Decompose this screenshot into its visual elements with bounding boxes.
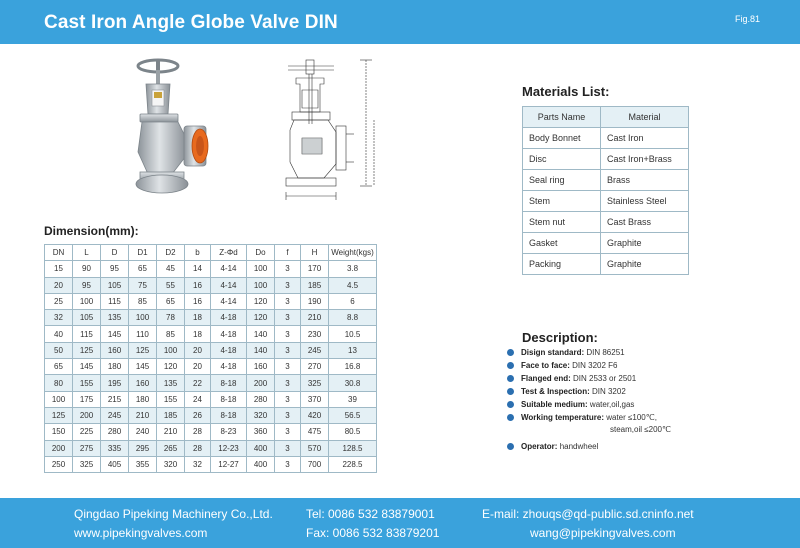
table-cell: 4-14 (211, 261, 247, 277)
table-cell: 160 (101, 342, 129, 358)
table-cell: 10.5 (329, 326, 377, 342)
table-cell: 145 (129, 359, 157, 375)
table-cell: 3 (275, 391, 301, 407)
footer-email-2[interactable]: wang@pipekingvalves.com (530, 526, 676, 540)
table-row (45, 310, 377, 326)
table-cell: 200 (45, 440, 73, 456)
table-row (523, 212, 689, 233)
table-cell: 8.8 (329, 310, 377, 326)
table-cell: 25 (45, 293, 73, 309)
table-cell: 18 (185, 310, 211, 326)
table-cell: 140 (247, 326, 275, 342)
part-name-cell: Gasket (523, 233, 601, 254)
table-cell: 295 (129, 440, 157, 456)
table-cell: 210 (157, 424, 185, 440)
table-cell: 100 (73, 293, 101, 309)
table-row (45, 440, 377, 456)
table-cell: 155 (157, 391, 185, 407)
table-cell: 40 (45, 326, 73, 342)
table-cell: 475 (301, 424, 329, 440)
col-material: Material (601, 107, 689, 128)
table-cell: 170 (301, 261, 329, 277)
col-d1: D1 (129, 245, 157, 261)
footer-company: Qingdao Pipeking Machinery Co.,Ltd. (74, 507, 273, 521)
table-cell: 80 (45, 375, 73, 391)
table-cell: 28 (185, 424, 211, 440)
table-cell: 3 (275, 456, 301, 472)
footer-website[interactable]: www.pipekingvalves.com (74, 526, 208, 540)
table-row (45, 277, 377, 293)
table-cell: 100 (45, 391, 73, 407)
table-cell: 4-18 (211, 359, 247, 375)
materials-table (522, 106, 689, 275)
col-weight: Weight(kgs) (329, 245, 377, 261)
col-d2: D2 (157, 245, 185, 261)
table-cell: 75 (129, 277, 157, 293)
table-cell: 100 (129, 310, 157, 326)
table-row (45, 407, 377, 423)
table-cell: 55 (157, 277, 185, 293)
table-cell: 56.5 (329, 407, 377, 423)
table-cell: 12-27 (211, 456, 247, 472)
bullet-icon (507, 414, 514, 421)
table-cell: 225 (73, 424, 101, 440)
table-cell: 4.5 (329, 277, 377, 293)
table-cell: 3 (275, 440, 301, 456)
table-cell: 3 (275, 407, 301, 423)
table-row (523, 128, 689, 149)
table-cell: 280 (101, 424, 129, 440)
part-name-cell: Disc (523, 149, 601, 170)
col-f: f (275, 245, 301, 261)
table-cell: 85 (157, 326, 185, 342)
table-cell: 400 (247, 456, 275, 472)
table-row (45, 261, 377, 277)
table-row (523, 191, 689, 212)
materials-heading: Materials List: (522, 84, 610, 99)
table-cell: 3 (275, 310, 301, 326)
part-name-cell: Stem (523, 191, 601, 212)
table-cell: 100 (157, 342, 185, 358)
table-cell: 90 (73, 261, 101, 277)
table-cell: 215 (101, 391, 129, 407)
dimension-header-row (45, 245, 377, 261)
part-name-cell: Stem nut (523, 212, 601, 233)
table-cell: 78 (157, 310, 185, 326)
col-b: b (185, 245, 211, 261)
table-cell: 3 (275, 261, 301, 277)
table-cell: 160 (129, 375, 157, 391)
material-cell: Graphite (601, 233, 689, 254)
desc-temp-extra: steam,oil ≤200℃ (610, 425, 671, 434)
table-cell: 65 (157, 293, 185, 309)
table-cell: 3 (275, 375, 301, 391)
table-row (523, 149, 689, 170)
table-cell: 320 (157, 456, 185, 472)
material-cell: Graphite (601, 254, 689, 275)
table-cell: 265 (157, 440, 185, 456)
table-cell: 3 (275, 293, 301, 309)
footer-fax: Fax: 0086 532 83879201 (306, 526, 440, 540)
table-row (45, 342, 377, 358)
table-cell: 4-18 (211, 326, 247, 342)
table-cell: 80.5 (329, 424, 377, 440)
table-cell: 45 (157, 261, 185, 277)
table-cell: 95 (73, 277, 101, 293)
col-d: D (101, 245, 129, 261)
table-cell: 185 (157, 407, 185, 423)
table-cell: 180 (129, 391, 157, 407)
material-cell: Cast Brass (601, 212, 689, 233)
material-cell: Stainless Steel (601, 191, 689, 212)
dimension-heading: Dimension(mm): (44, 224, 139, 238)
bullet-icon (507, 362, 514, 369)
material-cell: Brass (601, 170, 689, 191)
table-cell: 160 (247, 359, 275, 375)
table-cell: 3 (275, 342, 301, 358)
table-cell: 200 (73, 407, 101, 423)
description-heading: Description: (522, 330, 598, 345)
table-cell: 190 (301, 293, 329, 309)
table-cell: 200 (247, 375, 275, 391)
table-cell: 15 (45, 261, 73, 277)
table-cell: 8-18 (211, 375, 247, 391)
table-cell: 125 (129, 342, 157, 358)
table-cell: 105 (73, 310, 101, 326)
table-cell: 250 (45, 456, 73, 472)
table-cell: 3 (275, 277, 301, 293)
table-cell: 325 (73, 456, 101, 472)
table-cell: 4-18 (211, 310, 247, 326)
desc-item-test-inspection: Test & Inspection: DIN 3202 (506, 385, 671, 398)
bullet-icon (507, 349, 514, 356)
table-row (523, 254, 689, 275)
table-cell: 175 (73, 391, 101, 407)
col-l: L (73, 245, 101, 261)
table-cell: 320 (247, 407, 275, 423)
table-cell: 32 (45, 310, 73, 326)
table-cell: 32 (185, 456, 211, 472)
table-cell: 30.8 (329, 375, 377, 391)
table-cell: 145 (101, 326, 129, 342)
table-cell: 3.8 (329, 261, 377, 277)
table-cell: 65 (45, 359, 73, 375)
table-row (45, 456, 377, 472)
table-row (45, 293, 377, 309)
table-cell: 270 (301, 359, 329, 375)
footer-email: E-mail: zhouqs@qd-public.sd.cninfo.net (482, 507, 694, 521)
table-cell: 20 (185, 359, 211, 375)
table-cell: 135 (101, 310, 129, 326)
col-z-phid: Z-Φd (211, 245, 247, 261)
table-cell: 12-23 (211, 440, 247, 456)
table-cell: 50 (45, 342, 73, 358)
table-cell: 120 (157, 359, 185, 375)
table-cell: 22 (185, 375, 211, 391)
table-row (523, 170, 689, 191)
table-cell: 6 (329, 293, 377, 309)
table-cell: 135 (157, 375, 185, 391)
table-cell: 185 (301, 277, 329, 293)
bullet-icon (507, 388, 514, 395)
table-cell: 115 (73, 326, 101, 342)
table-cell: 20 (45, 277, 73, 293)
table-row (45, 375, 377, 391)
table-cell: 16 (185, 293, 211, 309)
table-cell: 120 (247, 293, 275, 309)
figure-number: Fig.81 (734, 14, 760, 24)
table-cell: 13 (329, 342, 377, 358)
valve-cross-section-drawing (268, 54, 388, 204)
table-row (45, 359, 377, 375)
part-name-cell: Body Bonnet (523, 128, 601, 149)
table-cell: 128.5 (329, 440, 377, 456)
col-dn: DN (45, 245, 73, 261)
part-name-cell: Packing (523, 254, 601, 275)
table-cell: 570 (301, 440, 329, 456)
table-cell: 370 (301, 391, 329, 407)
table-cell: 85 (129, 293, 157, 309)
table-cell: 14 (185, 261, 211, 277)
table-cell: 8-18 (211, 407, 247, 423)
materials-header-row (523, 107, 689, 128)
table-cell: 4-14 (211, 277, 247, 293)
desc-item-operator: Operator: handwheel (506, 440, 671, 453)
col-parts-name: Parts Name (523, 107, 601, 128)
table-cell: 4-14 (211, 293, 247, 309)
table-cell: 155 (73, 375, 101, 391)
table-cell: 405 (101, 456, 129, 472)
table-cell: 3 (275, 359, 301, 375)
table-cell: 18 (185, 326, 211, 342)
footer-tel: Tel: 0086 532 83879001 (306, 507, 435, 521)
table-cell: 245 (101, 407, 129, 423)
table-cell: 140 (247, 342, 275, 358)
bullet-icon (507, 401, 514, 408)
table-cell: 210 (129, 407, 157, 423)
table-cell: 16 (185, 277, 211, 293)
table-cell: 26 (185, 407, 211, 423)
table-row (45, 391, 377, 407)
table-cell: 150 (45, 424, 73, 440)
desc-item-flanged-end: Flanged end: DIN 2533 or 2501 (506, 372, 671, 385)
material-cell: Cast Iron (601, 128, 689, 149)
material-cell: Cast Iron+Brass (601, 149, 689, 170)
table-cell: 28 (185, 440, 211, 456)
col-do: Do (247, 245, 275, 261)
desc-item-face-to-face: Face to face: DIN 3202 F6 (506, 359, 671, 372)
table-cell: 195 (101, 375, 129, 391)
table-cell: 240 (129, 424, 157, 440)
table-cell: 4-18 (211, 342, 247, 358)
table-cell: 125 (45, 407, 73, 423)
header-bar (0, 0, 800, 44)
desc-item-design-standard: Disign standard: DIN 86251 (506, 346, 671, 359)
desc-item-working-temperature: Working temperature: water ≤100℃, (506, 411, 671, 424)
table-cell: 125 (73, 342, 101, 358)
table-cell: 400 (247, 440, 275, 456)
table-cell: 355 (129, 456, 157, 472)
valve-photo (128, 56, 238, 206)
table-cell: 3 (275, 326, 301, 342)
table-cell: 105 (101, 277, 129, 293)
table-cell: 210 (301, 310, 329, 326)
footer-bar (0, 498, 800, 548)
table-cell: 230 (301, 326, 329, 342)
description-list (506, 346, 671, 453)
table-cell: 280 (247, 391, 275, 407)
table-row (523, 233, 689, 254)
table-cell: 228.5 (329, 456, 377, 472)
table-cell: 8-23 (211, 424, 247, 440)
table-cell: 700 (301, 456, 329, 472)
table-cell: 145 (73, 359, 101, 375)
table-cell: 100 (247, 261, 275, 277)
table-row (45, 424, 377, 440)
table-cell: 115 (101, 293, 129, 309)
dimension-table (44, 244, 377, 473)
bullet-icon (507, 443, 514, 450)
table-row (45, 326, 377, 342)
table-cell: 3 (275, 424, 301, 440)
bullet-icon (507, 375, 514, 382)
table-cell: 110 (129, 326, 157, 342)
table-cell: 325 (301, 375, 329, 391)
desc-item-suitable-medium: Suitable medium: water,oil,gas (506, 398, 671, 411)
table-cell: 39 (329, 391, 377, 407)
table-cell: 420 (301, 407, 329, 423)
table-cell: 16.8 (329, 359, 377, 375)
table-cell: 275 (73, 440, 101, 456)
table-cell: 8-18 (211, 391, 247, 407)
table-cell: 65 (129, 261, 157, 277)
table-cell: 20 (185, 342, 211, 358)
table-cell: 100 (247, 277, 275, 293)
table-cell: 120 (247, 310, 275, 326)
table-cell: 95 (101, 261, 129, 277)
table-cell: 24 (185, 391, 211, 407)
page-title: Cast Iron Angle Globe Valve DIN (44, 12, 338, 33)
table-cell: 245 (301, 342, 329, 358)
table-cell: 180 (101, 359, 129, 375)
table-cell: 335 (101, 440, 129, 456)
part-name-cell: Seal ring (523, 170, 601, 191)
table-cell: 360 (247, 424, 275, 440)
col-h: H (301, 245, 329, 261)
